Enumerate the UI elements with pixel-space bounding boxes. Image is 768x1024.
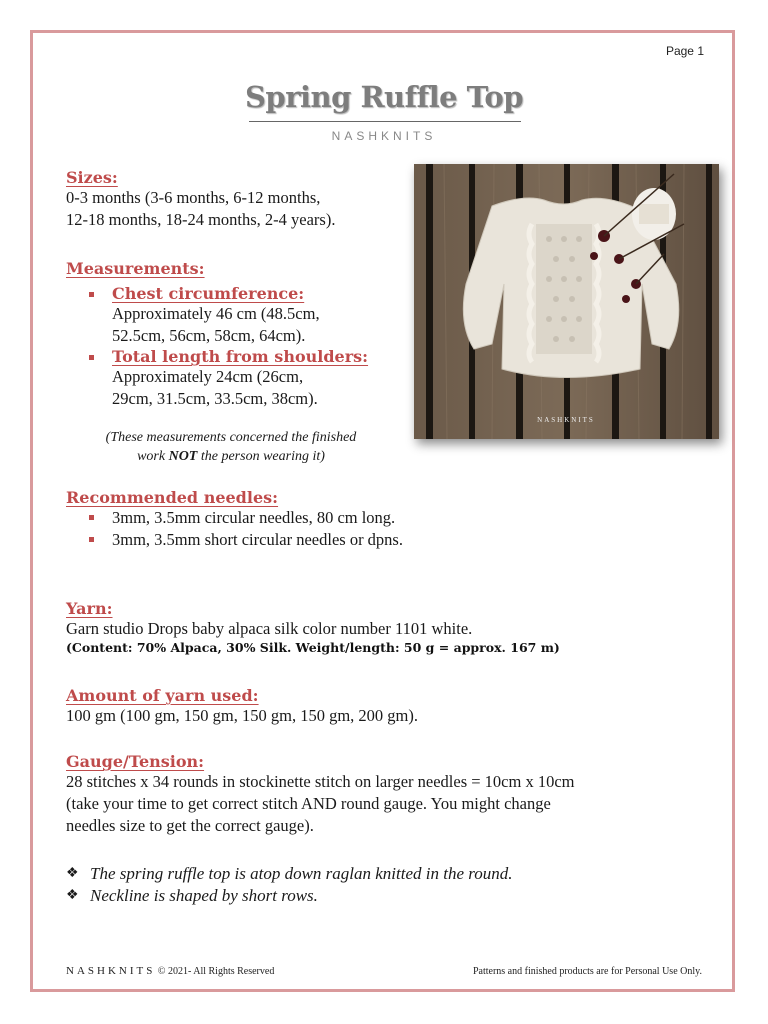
footer-copyright-text: © 2021- All Rights Reserved: [155, 966, 275, 977]
notes-section: [66, 863, 513, 907]
list-item: [66, 885, 513, 907]
measurements-note: [66, 428, 396, 466]
length-line-2: 29cm, 31.5cm, 33.5cm, 38cm).: [112, 389, 318, 408]
title-underline: [249, 121, 521, 122]
sizes-section: [66, 168, 335, 231]
chest-label: Chest circumference:: [112, 284, 305, 303]
note-text: The spring ruffle top is atop down raglan knitted in the round.: [90, 864, 513, 883]
needles-list: [66, 507, 403, 551]
yarn-section: [66, 599, 560, 655]
list-item: 3mm, 3.5mm short circular needles or dpns.: [66, 529, 403, 551]
note-bold: NOT: [168, 449, 198, 464]
photo-watermark: NASHKNITS: [537, 416, 595, 424]
notes-list: [66, 863, 513, 907]
sweater-photo: [414, 164, 719, 439]
list-item: 3mm, 3.5mm circular needles, 80 cm long.: [66, 507, 403, 529]
sizes-heading: Sizes:: [66, 168, 118, 187]
yarn-heading: Yarn:: [66, 599, 113, 618]
yarn-line: Garn studio Drops baby alpaca silk color number 1101 white.: [66, 619, 473, 638]
list-item: [66, 347, 396, 410]
measurements-list: [66, 284, 396, 410]
list-item: [66, 284, 396, 347]
footer-disclaimer: Patterns and finished products are for Personal Use Only.: [472, 966, 702, 977]
pattern-title: Spring Ruffle Top: [244, 80, 524, 114]
sizes-line-1: 0-3 months (3-6 months, 6-12 months,: [66, 188, 321, 207]
chest-line-1: Approximately 46 cm (48.5cm,: [112, 304, 320, 323]
list-item: [66, 863, 513, 885]
length-line-1: Approximately 24cm (26cm,: [112, 367, 304, 386]
diamond-bullet-icon: ❖: [66, 866, 79, 881]
gauge-line-1: 28 stitches x 34 rounds in stockinette stitch on larger needles = 10cm x 10cm: [66, 772, 575, 791]
amount-line: 100 gm (100 gm, 150 gm, 150 gm, 150 gm, 200 gm).: [66, 706, 418, 725]
note-text-a: work: [137, 449, 169, 464]
gauge-line-2: (take your time to get correct stitch AND round gauge. You might change: [66, 794, 551, 813]
amount-section: [66, 686, 418, 727]
note-text-b: the person wearing it): [197, 449, 325, 464]
note-line-2: [66, 447, 396, 466]
length-label: Total length from shoulders:: [112, 347, 369, 366]
amount-heading: Amount of yarn used:: [66, 686, 259, 705]
gauge-heading: Gauge/Tension:: [66, 752, 205, 771]
footer-copyright: [66, 965, 274, 977]
measurements-heading: Measurements:: [66, 259, 205, 278]
note-line-1: (These measurements concerned the finished: [105, 430, 357, 445]
yarn-content: (Content: 70% Alpaca, 30% Silk. Weight/length: 50 g = approx. 167 m): [66, 640, 560, 655]
needles-heading: Recommended needles:: [66, 488, 279, 507]
sizes-line-2: 12-18 months, 18-24 months, 2-4 years).: [66, 210, 336, 229]
gauge-line-3: needles size to get the correct gauge).: [66, 816, 314, 835]
footer-brand: NASHKNITS: [66, 965, 156, 977]
gauge-section: [66, 752, 575, 837]
brand-subtitle: NASHKNITS: [331, 129, 437, 143]
needles-section: [66, 488, 403, 551]
chest-line-2: 52.5cm, 56cm, 58cm, 64cm).: [112, 326, 306, 345]
note-text: Neckline is shaped by short rows.: [90, 886, 318, 905]
diamond-bullet-icon: ❖: [66, 888, 79, 903]
measurements-section: [66, 259, 396, 410]
page-number: Page 1: [665, 44, 704, 58]
